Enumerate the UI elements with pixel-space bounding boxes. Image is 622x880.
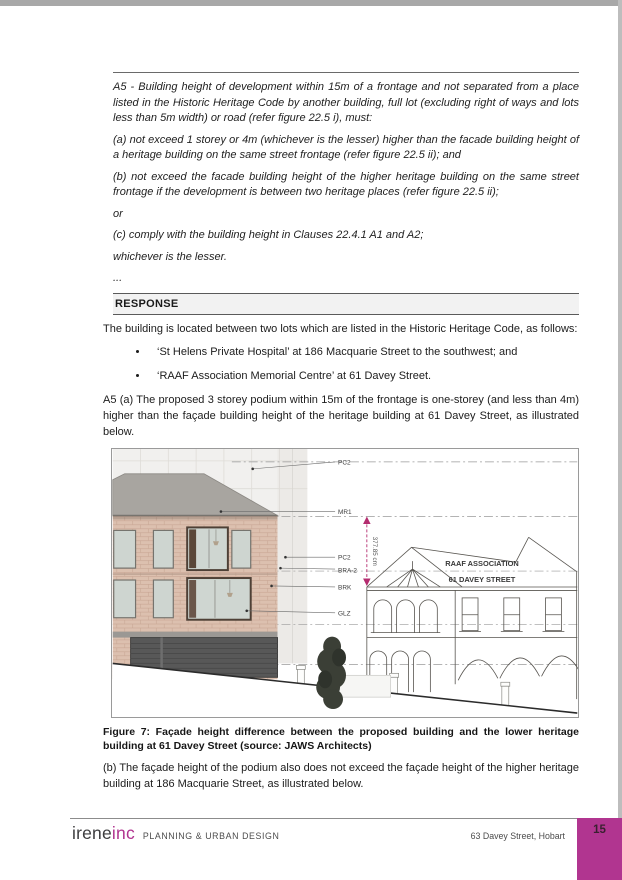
label-brk: BRK bbox=[338, 583, 352, 591]
clause-c: (c) comply with the building height in Clauses 22.4.1 A1 and A2; bbox=[113, 229, 424, 241]
clause-a: (a) not exceed 1 storey or 4m (whichever is the lesser) higher than the facade building height of a heritage building on the same street frontage (refer figure 22.5 ii); and bbox=[113, 133, 579, 161]
figure-7-elevation bbox=[111, 448, 579, 718]
footer-rule bbox=[70, 818, 622, 819]
label-mr1: MR1 bbox=[338, 508, 352, 516]
figure-caption: Figure 7: Façade height difference between the proposed building and the lower heritage building at 61 Davey Street (source: JAWS Architects) bbox=[103, 725, 579, 752]
proposed-building bbox=[113, 473, 278, 678]
response-para-a: A5 (a) The proposed 3 storey podium within 15m of the frontage is one-storey (and less than 4m) higher than the façade building height of the heritage building at 61 Davey Street, as illustrated below. bbox=[103, 393, 579, 438]
label-pc2-top: PC2 bbox=[338, 458, 351, 466]
dimension-value: 377.85 cm bbox=[370, 536, 378, 566]
logo-primary: irene bbox=[72, 823, 112, 843]
clause-lesser: whichever is the lesser. bbox=[113, 250, 227, 263]
planning-clause-quote bbox=[113, 72, 579, 287]
elevation-drawing bbox=[112, 449, 578, 717]
response-para-b: (b) The façade height of the podium also does not exceed the façade height of the higher heritage building at 186 Macquarie Street, as illustrated below. bbox=[103, 761, 579, 790]
page-content bbox=[103, 72, 579, 792]
height-dimension bbox=[363, 516, 378, 585]
label-pc2-mid: PC2 bbox=[338, 554, 351, 562]
page-number-badge: 15 bbox=[577, 818, 622, 880]
page-edge-right bbox=[618, 0, 622, 880]
footer-address: 63 Davey Street, Hobart bbox=[470, 831, 565, 841]
logo-accent: inc bbox=[111, 823, 135, 843]
company-logo bbox=[72, 823, 135, 844]
page-edge-top bbox=[0, 0, 622, 6]
heritage-name-label: RAAF ASSOCIATION bbox=[445, 558, 519, 568]
response-heading: RESPONSE bbox=[113, 293, 579, 315]
clause-ellipsis: ... bbox=[113, 272, 123, 284]
footer-brand bbox=[72, 823, 279, 844]
heritage-address-label: 61 DAVEY STREET bbox=[448, 574, 516, 584]
clause-a5: A5 - Building height of development within 15m of a frontage and not separated from a place listed in the Historic Heritage Code by another building, full lot (excluding right of ways and lots less than 5m width) or road (refer figure 22.5 i), must: bbox=[113, 81, 579, 124]
label-bra2: BRA-2 bbox=[338, 567, 358, 575]
label-glz: GLZ bbox=[338, 609, 351, 617]
response-intro: The building is located between two lots which are listed in the Historic Heritage Code, as follows: bbox=[103, 322, 578, 335]
clause-or: or bbox=[113, 207, 123, 220]
clause-b: (b) not exceed the facade building height of the higher heritage building on the same street frontage if the development is between two heritage places (refer figure 22.5 ii); bbox=[113, 170, 579, 198]
list-item: • ‘St Helens Private Hospital’ at 186 Macquarie Street to the southwest; and bbox=[149, 344, 579, 360]
company-tagline: PLANNING & URBAN DESIGN bbox=[142, 831, 280, 841]
heritage-lots-list bbox=[103, 344, 579, 384]
list-item: • ‘RAAF Association Memorial Centre’ at 61 Davey Street. bbox=[149, 368, 579, 384]
